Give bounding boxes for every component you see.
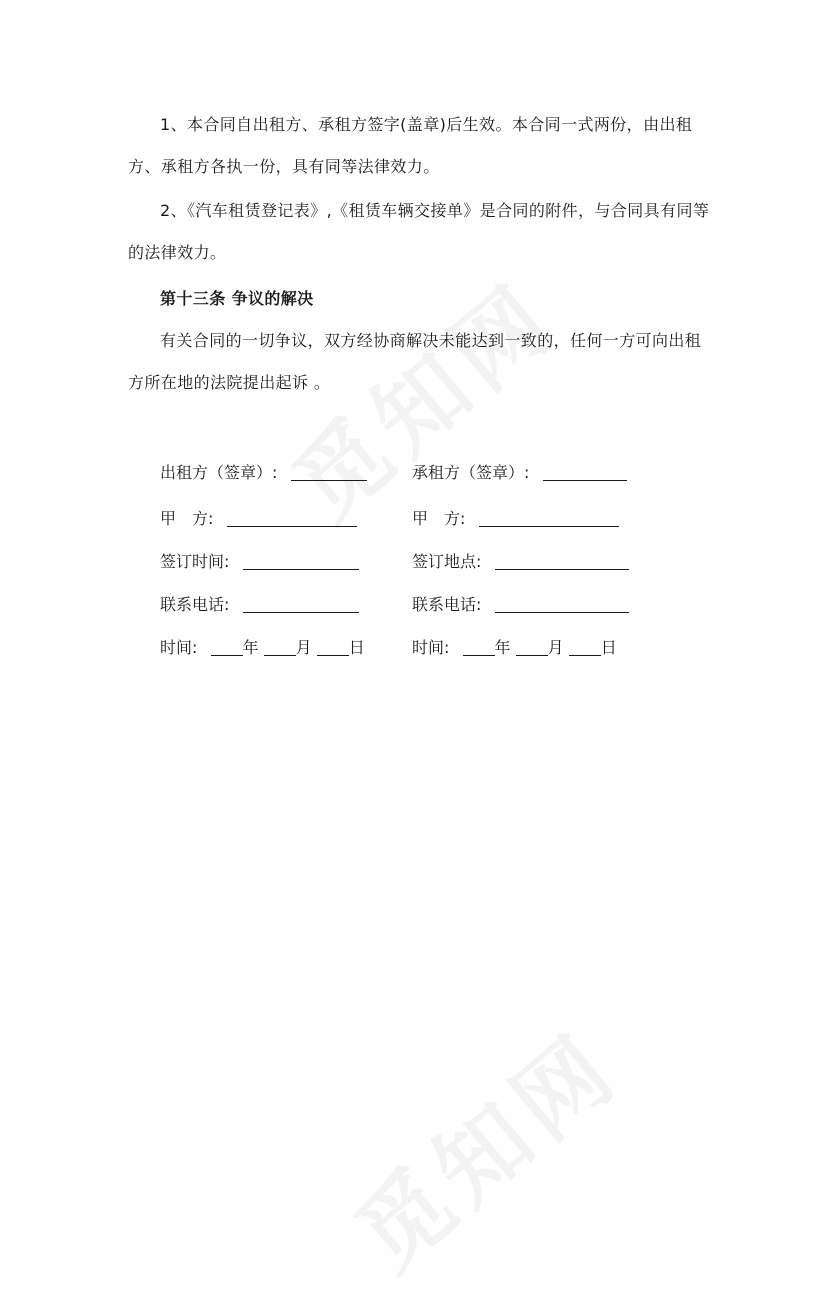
right-phone-label: 联系电话: xyxy=(412,595,482,614)
lessor-label: 出租方（签章）: xyxy=(160,463,278,482)
party-a-row xyxy=(160,508,357,530)
party-a-line[interactable] xyxy=(227,510,357,527)
right-year-label: 年 xyxy=(494,638,511,657)
left-month-label: 月 xyxy=(295,638,312,657)
right-date-row xyxy=(412,637,617,659)
party-b-label: 甲 方: xyxy=(412,509,466,528)
right-phone-line[interactable] xyxy=(495,596,629,613)
party-a-label: 甲 方: xyxy=(160,509,214,528)
right-phone-row xyxy=(412,594,629,616)
left-year-line[interactable] xyxy=(211,639,243,656)
party-b-line[interactable] xyxy=(479,510,619,527)
left-month-line[interactable] xyxy=(264,639,296,656)
left-phone-line[interactable] xyxy=(243,596,359,613)
lessee-label: 承租方（签章）: xyxy=(412,463,530,482)
left-day-label: 日 xyxy=(348,638,365,657)
right-month-line[interactable] xyxy=(516,639,548,656)
sign-time-row xyxy=(160,551,359,573)
lessor-signature-line[interactable] xyxy=(291,464,367,481)
lessor-signature-row xyxy=(160,462,367,484)
sign-time-line[interactable] xyxy=(243,553,359,570)
sign-place-line[interactable] xyxy=(495,553,629,570)
right-month-label: 月 xyxy=(547,638,564,657)
clause-1: 1、本合同自出租方、承租方签字(盖章)后生效。本合同一式两份，由出租方、承租方各执一份，具有同等法律效力。 xyxy=(128,115,693,176)
left-date-row xyxy=(160,637,365,659)
watermark-bottom xyxy=(323,997,642,1295)
party-b-row xyxy=(412,508,619,530)
left-phone-label: 联系电话: xyxy=(160,595,230,614)
left-date-label: 时间: xyxy=(160,638,198,657)
right-date-label: 时间: xyxy=(412,638,450,657)
left-year-label: 年 xyxy=(242,638,259,657)
left-day-line[interactable] xyxy=(317,639,349,656)
right-day-line[interactable] xyxy=(569,639,601,656)
sign-place-row xyxy=(412,551,629,573)
lessee-signature-line[interactable] xyxy=(543,464,627,481)
left-phone-row xyxy=(160,594,359,616)
sign-time-label: 签订时间: xyxy=(160,552,230,571)
article-13-text: 有关合同的一切争议，双方经协商解决未能达到一致的，任何一方可向出租方所在地的法院提出起诉 。 xyxy=(128,331,702,392)
lessee-signature-row xyxy=(412,462,627,484)
clause-2: 2、《汽车租赁登记表》,《租赁车辆交接单》是合同的附件，与合同具有同等的法律效力。 xyxy=(128,201,710,262)
sign-place-label: 签订地点: xyxy=(412,552,482,571)
right-day-label: 日 xyxy=(600,638,617,657)
article-13-heading: 第十三条 争议的解决 xyxy=(160,289,314,308)
right-year-line[interactable] xyxy=(463,639,495,656)
